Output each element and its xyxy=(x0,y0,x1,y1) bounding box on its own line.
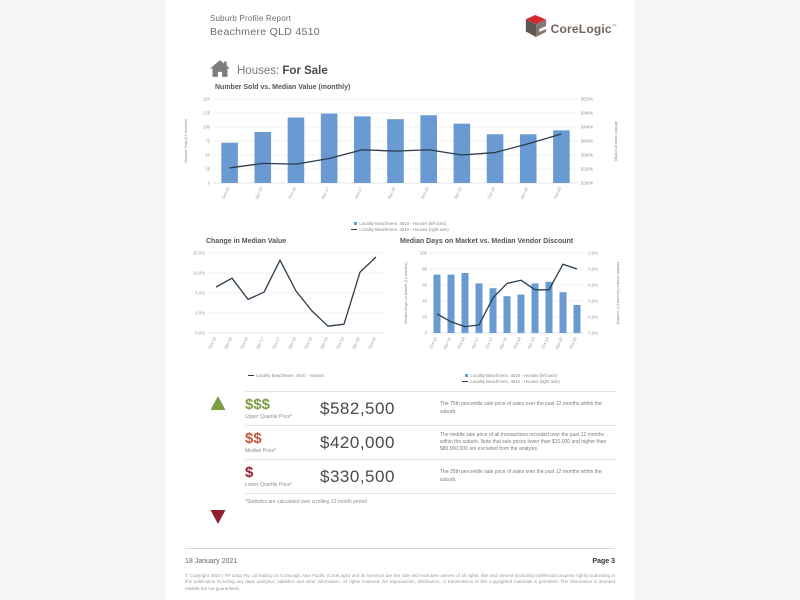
svg-text:$520K: $520K xyxy=(581,96,594,102)
svg-text:-3.0%: -3.0% xyxy=(587,266,599,272)
chart1-title: Number Sold vs. Median Value (monthly) xyxy=(215,84,351,91)
svg-text:Oct-15: Oct-15 xyxy=(428,336,438,350)
svg-text:$320K: $320K xyxy=(581,166,594,172)
svg-text:Oct-17: Oct-17 xyxy=(484,336,494,350)
svg-text:0: 0 xyxy=(207,180,210,186)
legend-bar-swatch-icon xyxy=(465,374,469,378)
chart1-plot xyxy=(180,93,620,215)
house-icon xyxy=(210,60,230,82)
svg-text:Apr-20: Apr-20 xyxy=(519,186,530,200)
svg-text:150: 150 xyxy=(202,96,210,102)
lower-quartile-symbol-block xyxy=(245,465,320,488)
legend-line-swatch-icon xyxy=(462,381,468,382)
svg-text:Oct-16: Oct-16 xyxy=(456,336,466,350)
svg-text:Oct-17: Oct-17 xyxy=(271,336,281,350)
svg-text:-6.0%: -6.0% xyxy=(587,314,599,320)
svg-text:Oct-19: Oct-19 xyxy=(540,336,550,350)
upper-quartile-label: Upper Quartile Price* xyxy=(245,414,293,420)
median-price: $420,000 xyxy=(320,432,395,452)
svg-text:Apr-17: Apr-17 xyxy=(320,186,331,200)
upper-quartile-symbol-block xyxy=(245,397,320,420)
legend-item: Locality Beachmere, 4510 - Houses xyxy=(248,373,324,378)
svg-text:Apr-19: Apr-19 xyxy=(526,336,536,350)
svg-text:Oct-16: Oct-16 xyxy=(239,336,249,350)
svg-text:100: 100 xyxy=(202,124,210,130)
corelogic-wordmark: CoreLogic™ xyxy=(550,21,617,36)
svg-text:Apr-18: Apr-18 xyxy=(386,186,397,200)
report-date: 18 January 2021 xyxy=(185,558,238,565)
legend-line-swatch-icon xyxy=(248,375,254,376)
lower-quartile-row xyxy=(245,459,617,494)
page-number: Page 3 xyxy=(592,558,615,565)
median-price-label: Median Price* xyxy=(245,448,277,454)
legend-item: Locality Beachmere, 4510 - Houses (right axis) xyxy=(351,227,448,232)
svg-text:-2.0%: -2.0% xyxy=(587,250,599,256)
svg-text:-4.0%: -4.0% xyxy=(587,282,599,288)
chart2-title: Change in Median Value xyxy=(206,238,287,245)
svg-text:125: 125 xyxy=(202,110,210,116)
svg-text:Median Vendor Discount (12 mon: Median Vendor Discount (12 months) xyxy=(616,261,620,325)
chart3-title: Median Days on Market vs. Median Vendor Discount xyxy=(400,238,574,245)
svg-text:100: 100 xyxy=(419,250,427,256)
quartile-price-section xyxy=(207,391,617,505)
report-header xyxy=(210,14,617,43)
median-symbol-block xyxy=(245,431,320,454)
svg-text:0: 0 xyxy=(424,330,427,336)
svg-text:Median Days on Market (12 mont: Median Days on Market (12 months) xyxy=(404,262,408,324)
svg-text:Oct-19: Oct-19 xyxy=(486,186,496,200)
svg-text:$360K: $360K xyxy=(581,152,594,158)
chart3-legend xyxy=(400,373,622,384)
svg-text:75: 75 xyxy=(205,138,210,144)
chart2-plot xyxy=(180,247,392,367)
svg-text:Median Value (monthly): Median Value (monthly) xyxy=(614,121,618,161)
section-title: Houses: For Sale xyxy=(237,65,328,77)
lower-quartile-description: The 25th percentile sale price of sales over the past 12 months within the suburb. xyxy=(440,469,602,483)
svg-text:25: 25 xyxy=(205,166,210,172)
svg-text:$440K: $440K xyxy=(581,124,594,130)
svg-text:Oct-18: Oct-18 xyxy=(512,336,522,350)
svg-text:40: 40 xyxy=(422,298,427,304)
trademark-symbol: ™ xyxy=(611,23,617,30)
chart-days-on-market-vs-vendor-discount xyxy=(400,238,622,384)
lower-quartile-label: Lower Quartile Price* xyxy=(245,482,293,488)
corelogic-cube-icon xyxy=(525,14,547,43)
svg-text:80: 80 xyxy=(422,266,427,272)
chart3-plot xyxy=(400,247,622,367)
svg-text:0.0%: 0.0% xyxy=(195,310,205,316)
svg-text:$480K: $480K xyxy=(581,110,594,116)
median-price-row xyxy=(245,425,617,459)
chart-number-sold-vs-median-value xyxy=(180,84,620,232)
svg-text:Apr-16: Apr-16 xyxy=(223,336,233,350)
svg-text:-5.0%: -5.0% xyxy=(193,330,205,336)
page-footer xyxy=(185,548,615,592)
header-titles xyxy=(210,14,320,38)
footer-row xyxy=(185,558,615,565)
lower-quartile-price: $330,500 xyxy=(320,466,395,486)
svg-text:Oct-16: Oct-16 xyxy=(287,186,297,200)
svg-text:60: 60 xyxy=(422,282,427,288)
copyright-text: © Copyright 2020 | RP Data Pty Ltd trading as CoreLogic Asia Pacific (CoreLogic) and its licensors are the sole and exclusive owners of all rights, title and interest (including intellectual property rights) subsisting in this publication including any data, analytics, statistics and other information. All rights reserved. No reproduction, distribution, or transmission of this copyrighted materials is permitted. The information is deemed reliable but not guaranteed. xyxy=(185,573,615,591)
report-location: Beachmere QLD 4510 xyxy=(210,26,320,38)
legend-item: Locality Beachmere, 4510 - Houses (right axis) xyxy=(462,379,559,384)
chart-change-in-median-value xyxy=(180,238,392,378)
svg-text:$400K: $400K xyxy=(581,138,594,144)
svg-text:Apr-18: Apr-18 xyxy=(287,336,297,350)
median-price-description: The middle sale price of all transactions recorded over the past 12 months within the suburb. Note that sale prices lower than $10,000 and higher than $80,000,000 are excluded from the analysis. xyxy=(440,431,607,453)
svg-text:Oct-20: Oct-20 xyxy=(568,336,578,350)
legend-item: Locality Beachmere, 4510 - Houses (left axis) xyxy=(354,221,446,226)
dollar-signs-lower: $ xyxy=(245,464,254,481)
chart2-legend xyxy=(180,373,392,378)
svg-text:10.0%: 10.0% xyxy=(192,270,205,276)
upper-quartile-row xyxy=(245,391,617,425)
svg-text:Apr-16: Apr-16 xyxy=(442,336,452,350)
svg-text:5.0%: 5.0% xyxy=(195,290,205,296)
svg-text:Number Sold (12 months): Number Sold (12 months) xyxy=(184,119,188,163)
section-header xyxy=(210,60,328,82)
svg-text:Apr-19: Apr-19 xyxy=(319,336,329,350)
svg-text:15.0%: 15.0% xyxy=(192,250,205,256)
svg-text:Oct-15: Oct-15 xyxy=(220,186,231,200)
report-type: Suburb Profile Report xyxy=(210,14,292,23)
svg-text:20: 20 xyxy=(422,314,427,320)
svg-text:Apr-17: Apr-17 xyxy=(255,336,265,350)
svg-text:-7.0%: -7.0% xyxy=(587,330,599,336)
svg-text:$280K: $280K xyxy=(581,180,594,186)
chart1-legend xyxy=(180,221,620,232)
svg-text:Oct-20: Oct-20 xyxy=(552,186,563,200)
svg-text:Apr-17: Apr-17 xyxy=(470,336,480,350)
legend-bar-swatch-icon xyxy=(354,222,358,226)
svg-text:50: 50 xyxy=(205,152,210,158)
svg-text:Apr-20: Apr-20 xyxy=(554,336,564,350)
quartile-rows xyxy=(245,391,617,494)
svg-text:Oct-18: Oct-18 xyxy=(303,336,313,350)
svg-text:Apr-18: Apr-18 xyxy=(498,336,508,350)
svg-text:-5.0%: -5.0% xyxy=(587,298,599,304)
price-gradient-arrow-icon xyxy=(207,395,229,530)
upper-quartile-description: The 75th percentile sale price of sales over the past 12 months within the suburb. xyxy=(440,401,602,415)
dollar-signs-upper: $$$ xyxy=(245,396,271,413)
upper-quartile-price: $582,500 xyxy=(320,398,395,418)
svg-text:Oct-15: Oct-15 xyxy=(207,336,217,350)
svg-text:Oct-17: Oct-17 xyxy=(353,186,364,200)
dollar-signs-median: $$ xyxy=(245,430,262,447)
legend-item: Locality Beachmere, 4510 - Houses (left axis) xyxy=(465,373,557,378)
svg-text:Apr-19: Apr-19 xyxy=(452,186,463,200)
svg-text:Oct-20: Oct-20 xyxy=(367,336,377,350)
legend-line-swatch-icon xyxy=(351,229,357,230)
svg-text:Apr-16: Apr-16 xyxy=(253,186,264,200)
corelogic-logo xyxy=(525,14,617,43)
svg-text:Apr-20: Apr-20 xyxy=(351,336,361,350)
report-page xyxy=(165,0,635,600)
svg-text:Oct-19: Oct-19 xyxy=(335,336,345,350)
statistics-footnote: *Statistics are calculated over a rolling 12 month period xyxy=(245,499,368,505)
svg-text:Oct-18: Oct-18 xyxy=(419,186,430,200)
